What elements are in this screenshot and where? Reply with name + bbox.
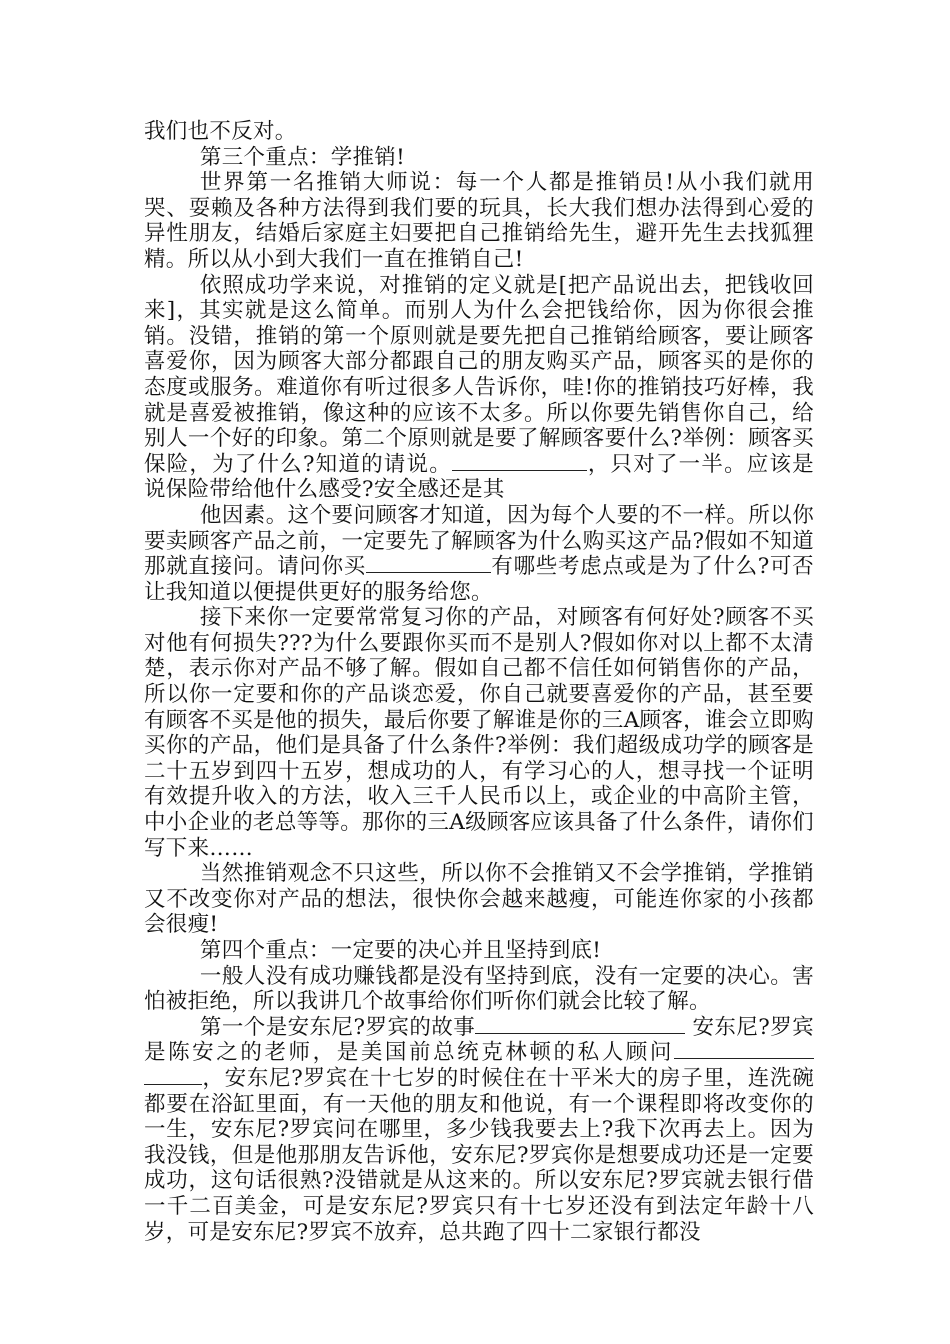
document-page: [144, 119, 814, 1245]
paragraph-text: 安东尼?罗宾是陈安之的老师，是美国前总统克林顿的私人顾问: [144, 1014, 814, 1066]
paragraph-text: 依照成功学来说，对推销的定义就是[把产品说出去，把钱收回来]，其实就是这么简单。而别人为什么会把钱给你，因为你很会推销。没错，推销的第一个原则就是要先把自己推销给顾客，要让顾客喜爱你，因为顾客大部分都跟自己的朋友购买产品，顾客买的是你的态度或服务。难道你有听过很多人告诉你，哇!你的推销技巧好棒，我就是喜爱被推销，像这种的应该不太多。所以你要先销售你自己，给别人一个好的印象。第二个原则就是要了解顾客要什么?举例：顾客买保险，为了什么?知道的请说。: [144, 272, 814, 477]
paragraph-6: [144, 861, 814, 938]
fill-in-blank: [475, 1015, 685, 1034]
fill-in-blank: [366, 554, 491, 573]
fill-in-blank: [674, 1040, 814, 1059]
heading-fourth-point: [144, 938, 814, 964]
fill-in-blank: [144, 1066, 202, 1085]
paragraph-text: ，安东尼?罗宾在十七岁的时候住在十平米大的房子里，连洗碗都要在浴缸里面，有一天他的朋友和他说，有一个课程即将改变你的一生，安东尼?罗宾问在哪里，多少钱我要去上?我下次再去上。因为我没钱，但是他那朋友告诉他，安东尼?罗宾你是想要成功还是一定要成功，这句话很熟?没错就是从这来的。所以安东尼?罗宾就去银行借一千二百美金，可是安东尼?罗宾只有十七岁还没有到法定年龄十八岁，可是安东尼?罗宾不放弃，总共跑了四十二家银行都没: [144, 1065, 814, 1245]
paragraph-4: [144, 503, 814, 605]
paragraph-8: [144, 964, 814, 1015]
paragraph-text: 有哪些考虑点或是为了什么?可否让我知道以便提供更好的服务给您。: [144, 554, 814, 605]
paragraph-2: [144, 170, 814, 272]
paragraph-text: 第四个重点：一定要的决心并且坚持到底!: [199, 938, 602, 963]
paragraph-text: 第三个重点：学推销!: [199, 144, 406, 170]
paragraph-text: 第一个是安东尼?罗宾的故事: [199, 1014, 476, 1040]
paragraph-0: [144, 119, 814, 145]
paragraph-3: [144, 273, 814, 503]
fill-in-blank: [452, 452, 587, 471]
paragraph-text: 当然推销观念不只这些，所以你不会推销又不会学推销，学推销又不改变你对产品的想法，很快你会越来越瘦，可能连你家的小孩都会很瘦!: [144, 861, 814, 938]
paragraph-5: [144, 605, 814, 861]
paragraph-text: 他因素。这个要问顾客才知道，因为每个人要的不一样。所以你要卖顾客产品之前，一定要先了解顾客为什么购买这产品?假如不知道那就直接问。请问你买: [144, 502, 814, 580]
heading-third-point: [144, 145, 814, 171]
paragraph-9: [144, 1015, 814, 1245]
paragraph-text: ，只对了一半。应该是说保险带给他什么感受?安全感还是其: [144, 451, 814, 503]
paragraph-text: 世界第一名推销大师说：每一个人都是推销员!从小我们就用哭、耍赖及各种方法得到我们要的玩具，长大我们想办法得到心爱的异性朋友，结婚后家庭主妇要把自己推销给先生，避开先生去找狐狸精。所以从小到大我们一直在推销自己!: [144, 170, 814, 272]
paragraph-text: 接下来你一定要常常复习你的产品，对顾客有何好处?顾客不买对他有何损失???为什么要跟你买而不是别人?假如你对以上都不太清楚，表示你对产品不够了解。假如自己都不信任如何销售你的产品，所以你一定要和你的产品谈恋爱，你自己就要喜爱你的产品，甚至要有顾客不买是他的损失，最后你要了解谁是你的三A顾客，谁会立即购买你的产品，他们是具备了什么条件?举例：我们超级成功学的顾客是二十五岁到四十五岁，想成功的人，有学习心的人，想寻找一个证明有效提升收入的方法，收入三千人民币以上，或企业的中高阶主管，中小企业的老总等等。那你的三A级顾客应该具备了什么条件，请你们写下来……: [144, 605, 814, 861]
paragraph-text: 一般人没有成功赚钱都是没有坚持到底，没有一定要的决心。害怕被拒绝，所以我讲几个故事给你们听你们就会比较了解。: [144, 963, 814, 1015]
paragraph-text: 我们也不反对。: [144, 119, 297, 144]
